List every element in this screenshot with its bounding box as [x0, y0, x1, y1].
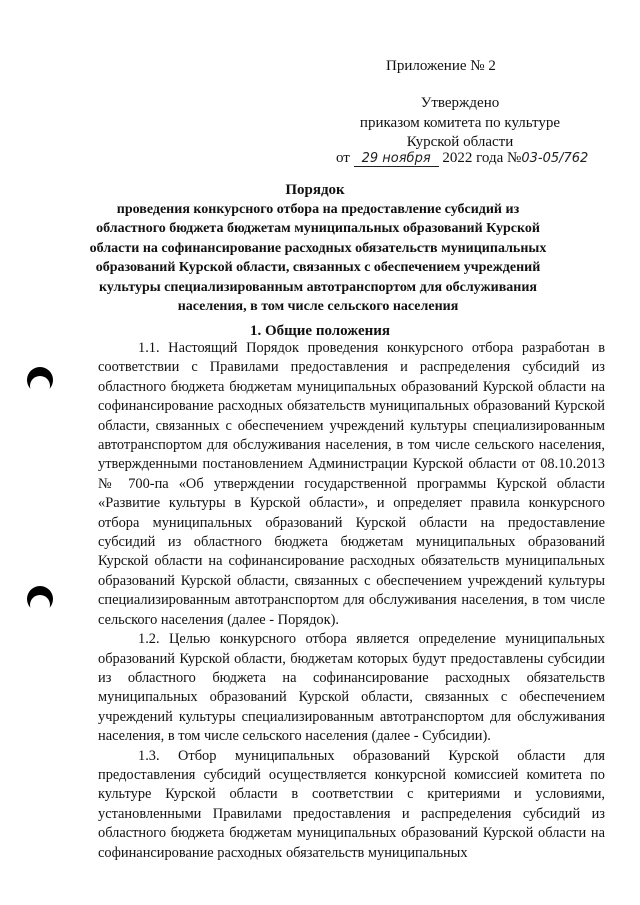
- document-subtitle: проведения конкурсного отбора на предоставление субсидий из областного бюджета бюджетам муниципальных образований Курской области на софинансирование расходных обязательств муниципальных образований Курской области, связанных с обеспечением учреждений культуры специализированным автотранспортом для обслуживания населения, в том числе сельского населения: [89, 202, 547, 315]
- order-year: 2022 года №: [442, 150, 522, 166]
- approval-line: приказом комитета по культуре: [359, 114, 561, 131]
- paragraph: 1.3. Отбор муниципальных образований Курской области для предоставления субсидий осуществляется конкурсной комиссией комитета по культуре Курской области в соответствии с критериями и условиями, установленными Правилами предоставления и распределения субсидий из областного бюджета бюджетам муниципальных образований Курской области на софинансирование расходных обязательств муниципальных: [98, 747, 605, 861]
- order-line: [336, 150, 588, 167]
- approval-block: [320, 94, 600, 153]
- order-number-handwritten: 03-05/762: [521, 151, 589, 166]
- approval-line: Утверждено: [420, 95, 500, 111]
- paragraph: 1.2. Целью конкурсного отбора является определение муниципальных образований Курской области, бюджетам которых будут предоставлены субсидии из областного бюджета на софинансирование расходных обязательств муниципальных образований Курской области, связанных с обеспечением учреждений культуры специализированным автотранспортом для обслуживания населения, в том числе сельского населения (далее - Субсидии).: [98, 631, 605, 745]
- punch-hole-mark: [27, 586, 53, 612]
- document-title: Порядок: [285, 182, 345, 198]
- order-date-handwritten: 29 ноября: [354, 151, 439, 167]
- approval-line: Курской области: [406, 134, 514, 150]
- section-title: 1. Общие положения: [249, 323, 391, 339]
- section-body: [98, 339, 605, 863]
- punch-hole-mark: [27, 367, 53, 393]
- appendix-label: Приложение № 2: [386, 58, 496, 74]
- paragraph: 1.1. Настоящий Порядок проведения конкурсного отбора разработан в соответствии с Правилами предоставления и распределения субсидий из областного бюджета бюджетам муниципальных образований Курской области на софинансирование расходных обязательств муниципальных образований Курской области, связанных с обеспечением учреждений культуры специализированным автотранспортом для обслуживания населения, в том числе сельского населения, утвержденными постановлением Администрации Курской области от 08.10.2013 № 700-па «Об утверждении государственной программы Курской области «Развитие культуры в Курской области», и определяет правила конкурсного отбора муниципальных образований Курской области на предоставление субсидий из областного бюджета бюджетам муниципальных образований Курской области на софинансирование расходных обязательств муниципальных образований Курской области, связанных с обеспечением учреждений культуры специализированным автотранспортом для обслуживания населения, в том числе сельского населения (далее - Порядок).: [98, 340, 605, 628]
- order-prefix: от: [336, 150, 350, 166]
